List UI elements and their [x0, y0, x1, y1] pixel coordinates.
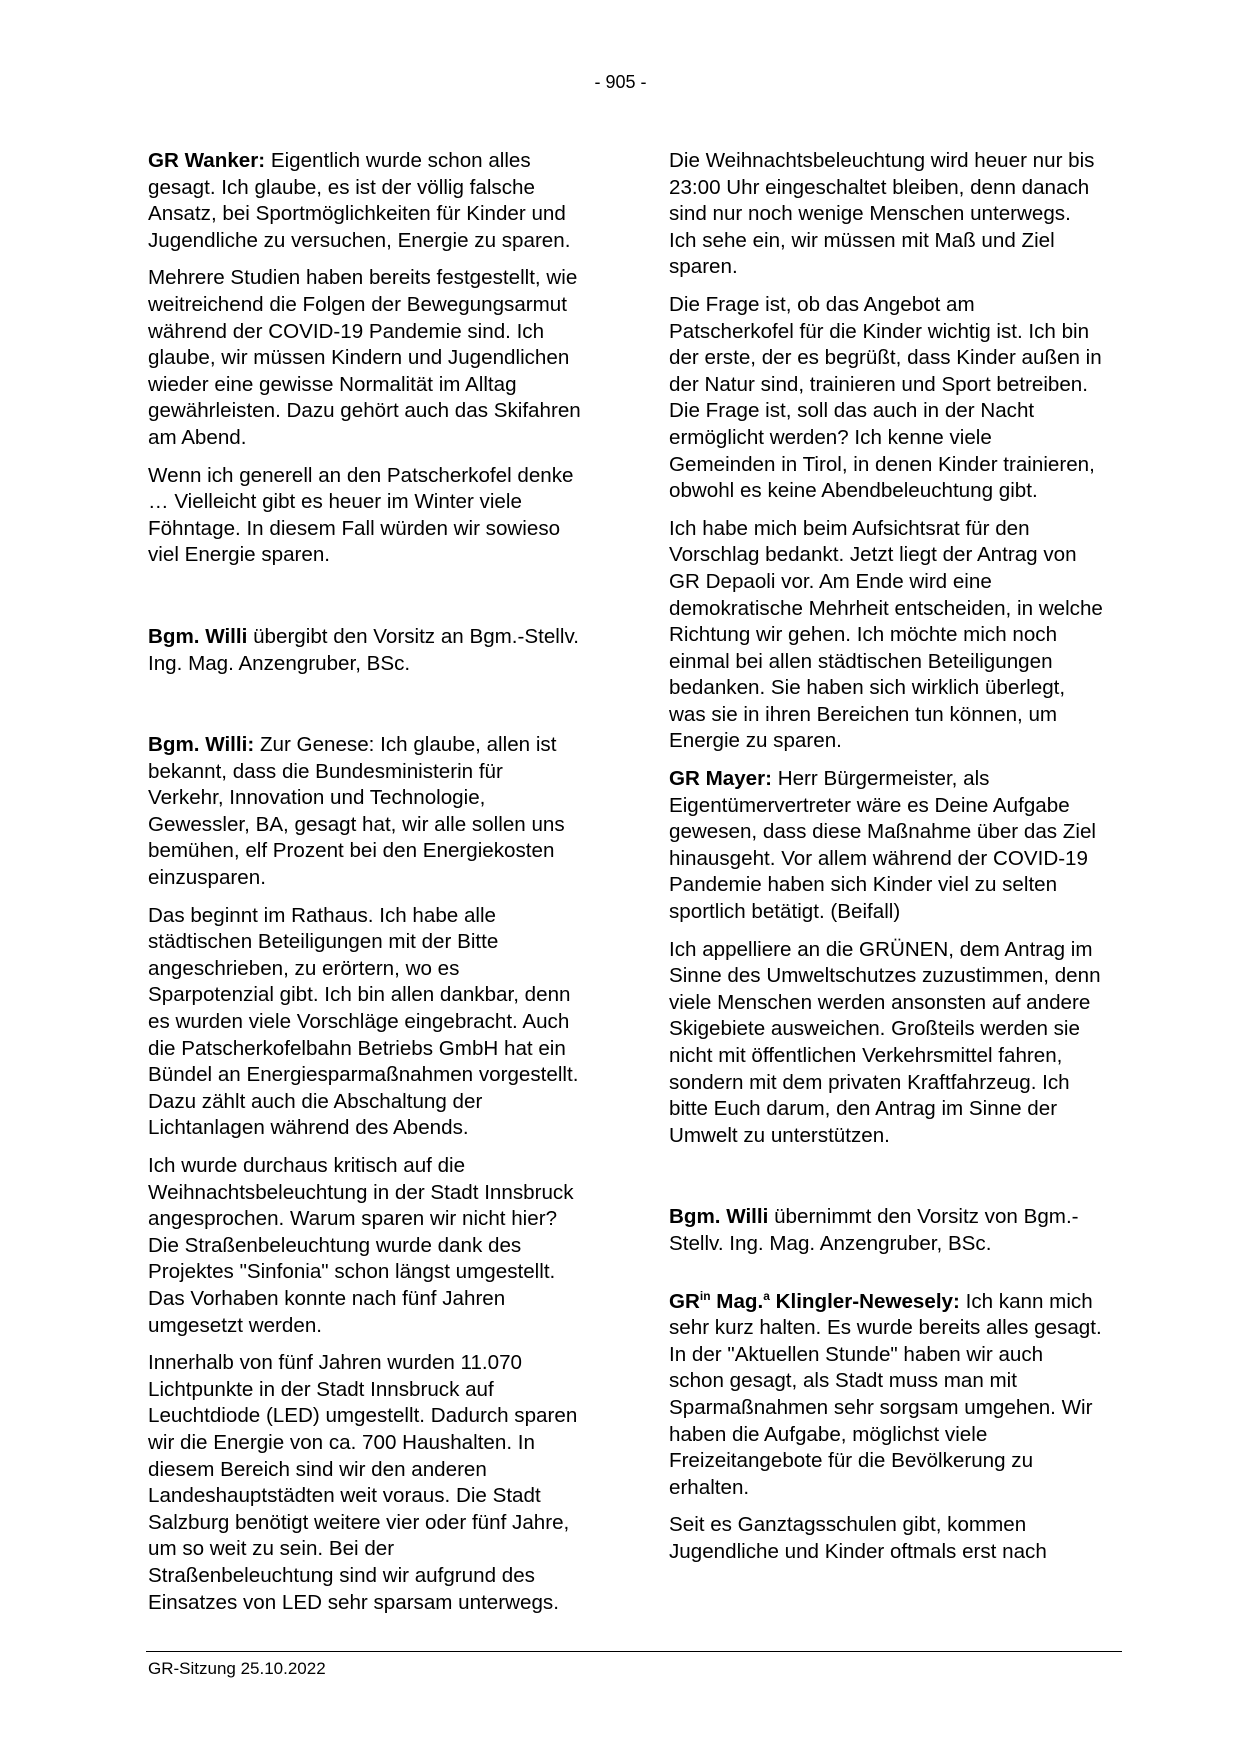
paragraph-text: übergibt den Vorsitz an Bgm.-Stellv. Ing. Mag. Anzengruber, BSc.: [148, 624, 579, 675]
paragraph-text: Zur Genese: Ich glaube, allen ist bekannt, dass die Bundesministerin für Verkehr, Innovation und Technologie, Gewessler, BA, gesagt hat, wir alle sollen uns bemühen, elf Prozent bei den Energiekosten einzusparen.: [148, 733, 565, 890]
left-column: [148, 148, 582, 1627]
page-number: - 905 -: [594, 72, 647, 92]
paragraph-klingler-newesely: [669, 1289, 1103, 1502]
speaker-name: GR Mayer:: [669, 767, 772, 791]
footer-text: GR-Sitzung 25.10.2022: [148, 1659, 326, 1678]
right-column: [669, 148, 1103, 1577]
paragraph: Seit es Ganztagsschulen gibt, kommen Jugendliche und Kinder oftmals erst nach: [669, 1513, 1047, 1563]
speaker-name: Bgm. Willi: [148, 624, 248, 648]
paragraph: Ich appelliere an die GRÜNEN, dem Antrag im Sinne des Umweltschutzes zuzustimmen, denn viele Menschen werden ansonsten auf andere Skigebiete ausweichen. Großteils werden sie nicht mit öffentlichen Verkehrsmittel fahren, sondern mit dem privaten Kraftfahrzeug. Ich bitte Euch darum, den Antrag im Sinne der Umwelt zu unterstützen.: [669, 937, 1101, 1147]
paragraph: Ich wurde durchaus kritisch auf die Weihnachtsbeleuchtung in der Stadt Innsbruck angesprochen. Warum sparen wir nicht hier? Die Straßenbeleuchtung wurde dank des Projektes "Sinfonia" schon längst umgestellt. Das Vorhaben konnte nach fünf Jahren umgesetzt werden.: [148, 1154, 574, 1337]
paragraph-mayer: [669, 766, 1103, 926]
paragraph-chair-handover: [148, 624, 582, 677]
spacer: [669, 1160, 1103, 1204]
speaker-name: $GR^{in}$ Mag.$^a$ Klingler-Newesely:: [669, 1288, 960, 1313]
footer-divider: [146, 1651, 1122, 1652]
paragraph-text: Eigentlich wurde schon alles gesagt. Ich glaube, es ist der völlig falsche Ansatz, bei Sportmöglichkeiten für Kinder und Jugendliche zu versuchen, Energie zu sparen.: [148, 149, 571, 252]
paragraph: Innerhalb von fünf Jahren wurden 11.070 Lichtpunkte in der Stadt Innsbruck auf Leuchtdiode (LED) umgestellt. Dadurch sparen wir die Energie von ca. 700 Haushalten. In diesem Bereich sind wir den anderen Landeshauptstädten weit voraus. Die Stadt Salzburg benötigt weitere vier oder fünf Jahre, um so weit zu sein. Bei der Straßenbeleuchtung sind wir aufgrund des Einsatzes von LED sehr sparsam unterwegs.: [148, 1351, 578, 1614]
spacer: [148, 688, 582, 732]
speaker-name: Bgm. Willi: [669, 1205, 769, 1229]
paragraph: Mehrere Studien haben bereits festgestellt, wie weitreichend die Folgen der Bewegungsarmut während der COVID-19 Pandemie sind. Ich glaube, wir müssen Kindern und Jugendlichen wieder eine gewisse Normalität im Alltag gewährleisten. Dazu gehört auch das Skifahren am Abend.: [148, 266, 581, 449]
paragraph: Die Weihnachtsbeleuchtung wird heuer nur bis 23:00 Uhr eingeschaltet bleiben, denn danach sind nur noch wenige Menschen unterwegs. Ich sehe ein, wir müssen mit Maß und Ziel sparen.: [669, 149, 1095, 279]
paragraph-text: Ich kann mich sehr kurz halten. Es wurde bereits alles gesagt. In der "Aktuellen Stunde" haben wir auch schon gesagt, als Stadt muss man mit Sparmaßnahmen sehr sorgsam umgehen. Wir haben die Aufgabe, möglichst viele Freizeitangebote für die Bevölkerung zu erhalten.: [669, 1289, 1102, 1499]
paragraph: Das beginnt im Rathaus. Ich habe alle städtischen Beteiligungen mit der Bitte angeschrieben, zu erörtern, wo es Sparpotenzial gibt. Ich bin allen dankbar, denn es wurden viele Vorschläge eingebracht. Auch die Patscherkofelbahn Betriebs GmbH hat ein Bündel an Energiesparmaßnahmen vorgestellt. Dazu zählt auch die Abschaltung der Lichtanlagen während des Abends.: [148, 903, 579, 1140]
paragraph-text: Herr Bürgermeister, als Eigentümervertreter wäre es Deine Aufgabe gewesen, dass diese Maßnahme über das Ziel hinausgeht. Vor allem während der COVID-19 Pandemie haben sich Kinder viel zu selten sportlich betätigt. (Beifall): [669, 767, 1096, 924]
paragraph-willi: [148, 732, 582, 892]
paragraph-chair-return: [669, 1204, 1103, 1257]
paragraph: Ich habe mich beim Aufsichtsrat für den Vorschlag bedankt. Jetzt liegt der Antrag von GR Depaoli vor. Am Ende wird eine demokratische Mehrheit entscheiden, in welche Richtung wir gehen. Ich möchte mich noch einmal bei allen städtischen Beteiligungen bedanken. Sie haben sich wirklich überlegt, was sie in ihren Bereichen tun können, um Energie zu sparen.: [669, 516, 1103, 753]
speaker-name: Bgm. Willi:: [148, 733, 255, 757]
spacer: [669, 1269, 1103, 1289]
spacer: [148, 580, 582, 624]
paragraph: Wenn ich generell an den Patscherkofel denke … Vielleicht gibt es heuer im Winter viele Föhntage. In diesem Fall würden wir sowieso viel Energie sparen.: [148, 463, 574, 567]
paragraph-text: übernimmt den Vorsitz von Bgm.-Stellv. Ing. Mag. Anzengruber, BSc.: [669, 1205, 1079, 1255]
paragraph-wanker: [148, 148, 582, 254]
speaker-name: GR Wanker:: [148, 149, 266, 172]
paragraph: Die Frage ist, ob das Angebot am Patscherkofel für die Kinder wichtig ist. Ich bin der erste, der es begrüßt, dass Kinder außen in der Natur sind, trainieren und Sport betreiben. Die Frage ist, soll das auch in der Nacht ermöglicht werden? Ich kenne viele Gemeinden in Tirol, in denen Kinder trainieren, obwohl es keine Abendbeleuchtung gibt.: [669, 292, 1102, 503]
